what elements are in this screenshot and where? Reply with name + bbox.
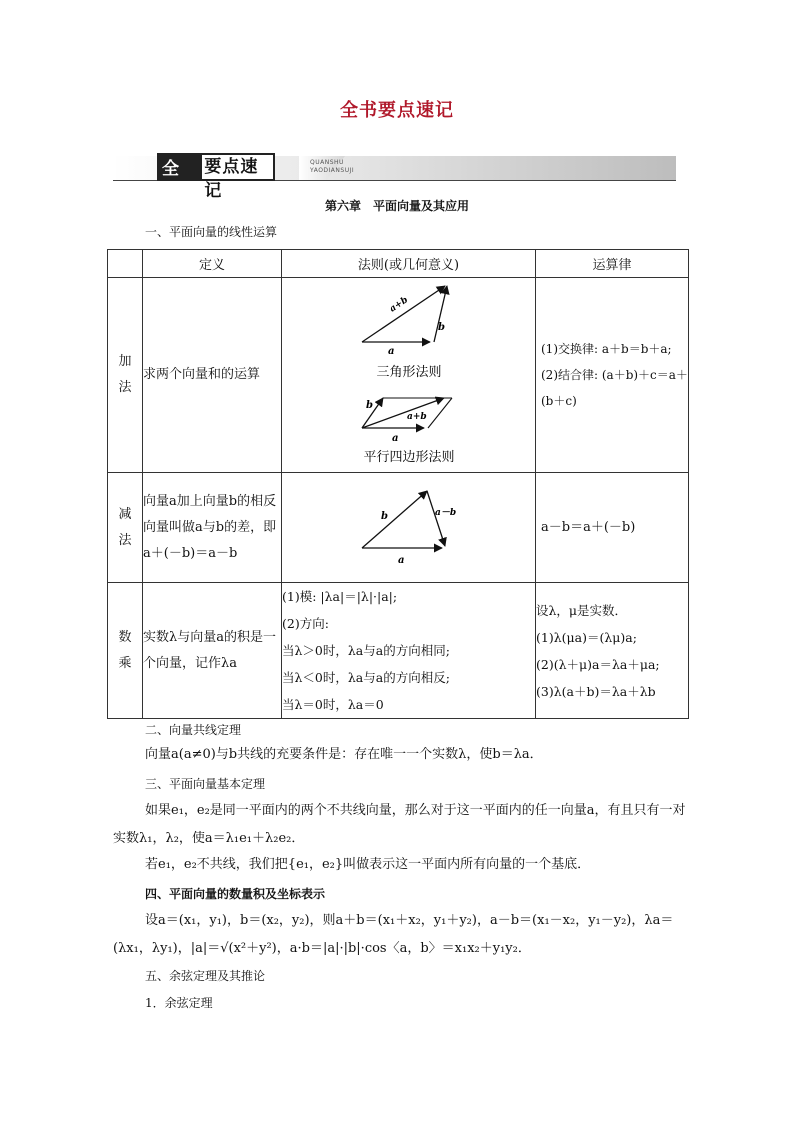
pinyin-line-2: YAODIANSUJI: [310, 167, 355, 174]
para-label-sum: a+b: [407, 412, 427, 422]
pinyin-line-1: QUANSHU: [310, 159, 344, 166]
addition-figures: [282, 278, 536, 473]
triangle-caption: 三角形法则: [376, 365, 442, 380]
law-associative: (2)结合律: (a＋b)＋c＝a＋(b＋c): [541, 368, 688, 408]
header-empty: [108, 250, 143, 278]
sub-label-b: b: [381, 511, 388, 522]
row-subtraction: [108, 473, 689, 583]
banner-badge: [157, 153, 275, 207]
parallelogram-caption: 平行四边形法则: [363, 450, 455, 465]
section-3-title: 三、平面向量基本定理: [145, 777, 266, 791]
law-intro: 设λ，μ是实数．: [536, 602, 628, 618]
section-3-text-1: 如果e₁，e₂是同一平面内的两个不共线向量，那么对于这一平面内的任一向量a，有且只有一对实数λ₁，λ₂，使a＝λ₁e₁＋λ₂e₂．: [113, 803, 686, 846]
sub-vector-diff: [427, 491, 445, 546]
addition-diagram: [282, 278, 536, 468]
law-2: (2)(λ＋μ)a＝λa＋μa;: [536, 656, 660, 672]
addition-definition: 求两个向量和的运算: [143, 278, 282, 473]
para-label-a: a: [392, 433, 399, 444]
scalar-laws: [536, 583, 689, 719]
label-addition: 加法: [108, 278, 143, 473]
subtraction-figures: [282, 473, 536, 583]
banner-pinyin: [310, 159, 354, 175]
sub-label-a: a: [398, 555, 405, 566]
rule-negative: 当λ＜0时，λa与a的方向相反;: [282, 670, 450, 685]
page-title: 全书要点速记: [340, 100, 454, 121]
subtraction-law: a－b＝a＋(－b): [536, 473, 689, 583]
sub-label-diff: a－b: [435, 508, 457, 518]
rule-positive: 当λ＞0时，λa与a的方向相同;: [282, 643, 450, 658]
label-subtraction: 减法: [108, 473, 143, 583]
triangle-vector-b: [434, 286, 447, 342]
section-5-subtitle: 1．余弦定理: [145, 996, 213, 1010]
law-3: (3)λ(a＋b)＝λa＋λb: [536, 683, 656, 699]
badge-right: 要点速记: [200, 153, 275, 181]
triangle-label-sum: a+b: [388, 295, 410, 315]
sub-vector-b: [362, 491, 427, 548]
rule-modulus: (1)模: |λa|＝|λ|·|a|;: [282, 589, 398, 604]
triangle-label-a: a: [388, 346, 395, 357]
triangle-label-b: b: [438, 322, 445, 333]
section-2-title: 二、向量共线定理: [145, 723, 242, 737]
subtraction-diagram: [282, 473, 536, 578]
label-scalar: 数乘: [108, 583, 143, 719]
section-4-text: 设a＝(x₁，y₁)，b＝(x₂，y₂)，则a＋b＝(x₁＋x₂，y₁＋y₂)，a－b＝(x₁－x₂，y₁－y₂)，λa＝(λx₁，λy₁)，|a|＝√(x²＋y²)，a·b＝|a|·|b|·cos〈a，b〉＝x₁x₂＋y₁y₂．: [113, 913, 674, 956]
para-label-b: b: [366, 400, 373, 411]
linear-operations-table: [107, 249, 689, 719]
badge-left: 全书: [157, 153, 200, 181]
section-3-text-2: 若e₁，e₂不共线，我们把{e₁，e₂}叫做表示这一平面内所有向量的一个基底．: [145, 857, 591, 872]
addition-laws: [536, 278, 689, 473]
scalar-rules: [282, 583, 536, 719]
row-scalar-multiplication: [108, 583, 689, 719]
header-law: 运算律: [536, 250, 689, 278]
rule-direction: (2)方向:: [282, 616, 329, 631]
law-1: (1)λ(μa)＝(λμ)a;: [536, 629, 637, 645]
rule-zero: 当λ＝0时，λa＝0: [282, 697, 384, 712]
triangle-vector-sum: [362, 286, 445, 342]
table-header-row: [108, 250, 689, 278]
section-2-text: 向量a(a≠0)与b共线的充要条件是：存在唯一一个实数λ，使b＝λa．: [145, 747, 543, 762]
subtraction-definition: 向量a加上向量b的相反向量叫做a与b的差，即a＋(－b)＝a－b: [143, 473, 282, 583]
section-1-title: 一、平面向量的线性运算: [145, 225, 278, 239]
scalar-definition: 实数λ与向量a的积是一个向量，记作λa: [143, 583, 282, 719]
header-definition: 定义: [143, 250, 282, 278]
section-5-title: 五、余弦定理及其推论: [145, 969, 266, 983]
law-commutative: (1)交换律: a＋b＝b＋a;: [541, 342, 672, 356]
chapter-title: 第六章 平面向量及其应用: [324, 199, 469, 213]
header-rule: 法则(或几何意义): [282, 250, 536, 278]
row-addition: [108, 278, 689, 473]
section-4-title: 四、平面向量的数量积及坐标表示: [145, 887, 326, 901]
